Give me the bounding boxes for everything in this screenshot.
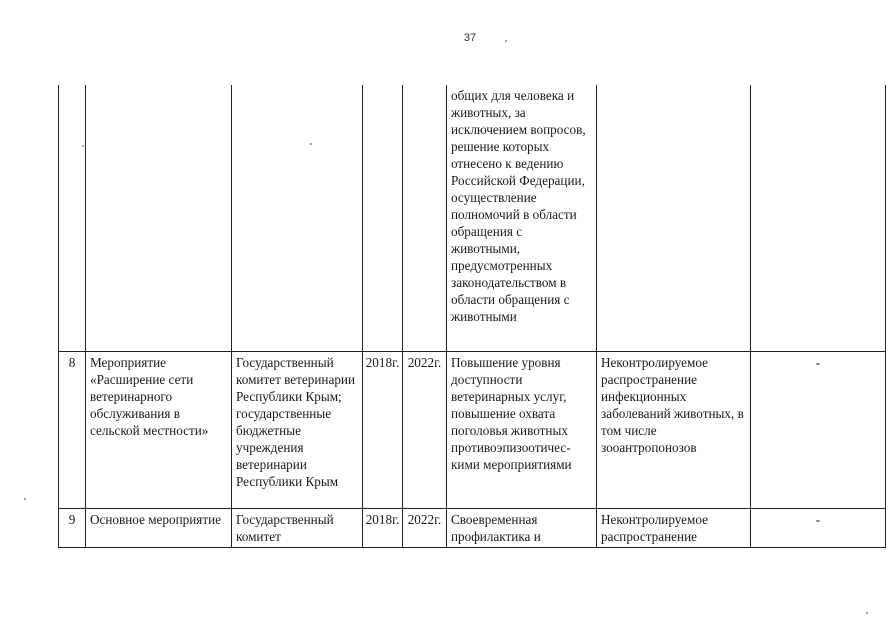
table-row-8 (59, 352, 886, 509)
cell-consequences: Неконтролируемое распространение (597, 509, 751, 548)
cell-number: 9 (59, 509, 86, 548)
cell-number: 8 (59, 352, 86, 509)
scan-speck (310, 143, 312, 145)
cell-end-year (403, 85, 447, 352)
cell-number (59, 85, 86, 352)
table-row-continuation (59, 85, 886, 352)
page-number: 37 (463, 32, 477, 44)
cell-link: - (751, 509, 886, 548)
cell-executor (232, 85, 363, 352)
cell-executor: Государственный комитет ветеринарии Республики Крым; государственные бюджетные учреждения ветеринарии Республики Крым (232, 352, 363, 509)
cell-start-year: 2018г. (363, 509, 403, 548)
cell-executor: Государственный комитет (232, 509, 363, 548)
scan-speck (866, 612, 868, 614)
cell-name (86, 85, 232, 352)
scan-speck (24, 498, 26, 500)
cell-end-year: 2022г. (403, 352, 447, 509)
cell-start-year (363, 85, 403, 352)
cell-start-year: 2018г. (363, 352, 403, 509)
cell-consequences: Неконтролируемое распространение инфекционных заболеваний животных, в том числе зооантропонозов (597, 352, 751, 509)
cell-end-year: 2022г. (403, 509, 447, 548)
measures-table (58, 85, 886, 548)
cell-expected-result: Повышение уровня доступности ветеринарных услуг, повышение охвата поголовья животных противоэпизоотичес- кими мероприятиями (447, 352, 597, 509)
cell-name: Мероприятие «Расширение сети ветеринарного обслуживания в сельской местности» (86, 352, 232, 509)
cell-link: - (751, 352, 886, 509)
cell-link (751, 85, 886, 352)
cell-consequences (597, 85, 751, 352)
scan-speck (82, 145, 84, 147)
cell-expected-result: Своевременная профилактика и (447, 509, 597, 548)
scan-speck (505, 40, 507, 42)
table-row-9 (59, 509, 886, 548)
cell-expected-result: общих для человека и животных, за исключением вопросов, решение которых отнесено к ведению Российской Федерации, осуществление полномочий в области обращения с животными, предусмотренных законодательством в области обращения с животными (447, 85, 597, 352)
cell-name: Основное мероприятие (86, 509, 232, 548)
